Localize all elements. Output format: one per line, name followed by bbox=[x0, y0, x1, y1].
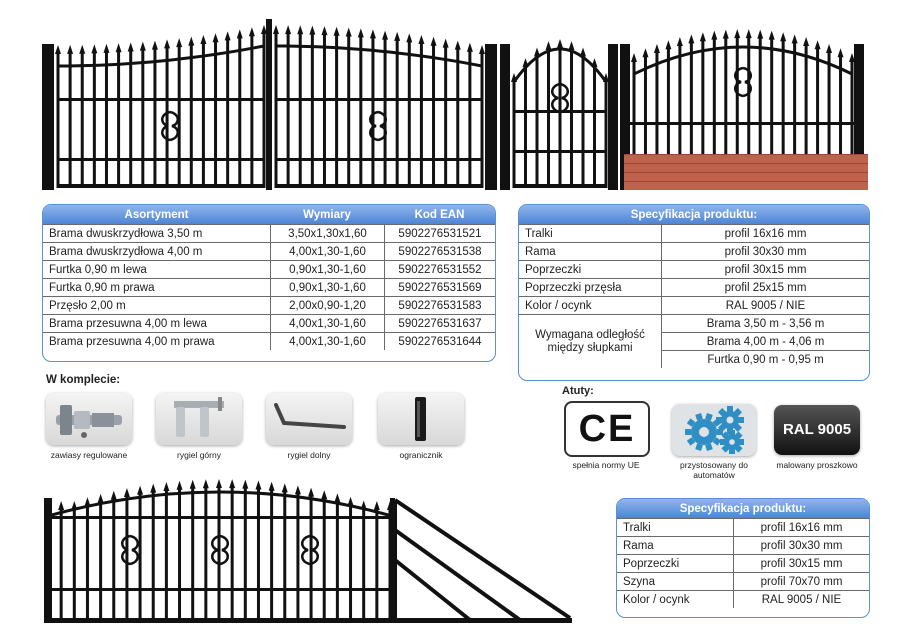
header-dimensions: Wymiary bbox=[303, 208, 351, 221]
sliding-gate-illustration bbox=[40, 470, 580, 628]
spec-value: profil 30x30 mm bbox=[661, 242, 869, 260]
spec-label: Kolor / ocynk bbox=[519, 296, 661, 314]
spec-value: profil 16x16 mm bbox=[661, 224, 869, 242]
cell-ean: 5902276531583 bbox=[384, 296, 495, 314]
ral-badge-icon: RAL 9005 bbox=[774, 405, 860, 455]
table-row bbox=[617, 518, 869, 536]
cell-ean: 5902276531644 bbox=[384, 332, 495, 350]
table-row bbox=[43, 314, 495, 332]
spec-value: profil 30x15 mm bbox=[661, 260, 869, 278]
kit-label-stop: ogranicznik bbox=[399, 450, 443, 460]
cell-dimensions: 0,90x1,30-1,60 bbox=[270, 278, 384, 296]
cell-assortment: Furtka 0,90 m lewa bbox=[43, 260, 270, 278]
table-row bbox=[519, 314, 869, 332]
spec-table-sliding bbox=[616, 498, 870, 618]
spec-label: Tralki bbox=[617, 518, 733, 536]
assortment-table bbox=[42, 204, 496, 362]
table-row bbox=[43, 260, 495, 278]
spec-label: Rama bbox=[617, 536, 733, 554]
table-row bbox=[519, 260, 869, 278]
lower-bolt-icon bbox=[266, 393, 352, 445]
header-ean: Kod EAN bbox=[414, 208, 465, 221]
kit-label-hinge: zawiasy regulowane bbox=[50, 450, 128, 460]
kit-label-upper-bolt: rygiel górny bbox=[177, 450, 221, 460]
cell-ean: 5902276531552 bbox=[384, 260, 495, 278]
cell-ean: 5902276531637 bbox=[384, 314, 495, 332]
kit-title: W komplecie: bbox=[46, 374, 121, 386]
header-assortment: Asortyment bbox=[124, 208, 189, 221]
advantage-label-automation: przystosowany do automatów bbox=[679, 460, 749, 480]
gate-stop-icon bbox=[378, 393, 464, 445]
table-row bbox=[43, 278, 495, 296]
cell-dimensions: 0,90x1,30-1,60 bbox=[270, 260, 384, 278]
advantage-label-ce: spełnia normy UE bbox=[572, 460, 640, 470]
spec-value: profil 16x16 mm bbox=[733, 518, 869, 536]
cell-dimensions: 4,00x1,30-1,60 bbox=[270, 332, 384, 350]
upper-bolt-icon bbox=[156, 393, 242, 445]
table-row bbox=[43, 296, 495, 314]
spec-value: profil 25x15 mm bbox=[661, 278, 869, 296]
spec-value: profil 30x30 mm bbox=[733, 536, 869, 554]
distance-value: Brama 3,50 m - 3,56 m bbox=[661, 314, 869, 332]
cell-assortment: Brama przesuwna 4,00 m lewa bbox=[43, 314, 270, 332]
spec-value: RAL 9005 / NIE bbox=[733, 590, 869, 608]
kit-label-lower-bolt: rygiel dolny bbox=[287, 450, 331, 460]
cell-dimensions: 4,00x1,30-1,60 bbox=[270, 314, 384, 332]
advantage-label-powder: malowany proszkowo bbox=[776, 460, 858, 470]
table-row bbox=[617, 536, 869, 554]
table-row bbox=[617, 572, 869, 590]
distance-value: Furtka 0,90 m - 0,95 m bbox=[661, 350, 869, 368]
spec-value: profil 30x15 mm bbox=[733, 554, 869, 572]
fence-panel-illustration bbox=[616, 10, 870, 192]
table-row bbox=[43, 332, 495, 350]
cell-assortment: Furtka 0,90 m prawa bbox=[43, 278, 270, 296]
cell-assortment: Przęsło 2,00 m bbox=[43, 296, 270, 314]
cell-assortment: Brama przesuwna 4,00 m prawa bbox=[43, 332, 270, 350]
spec-label: Kolor / ocynk bbox=[617, 590, 733, 608]
spec-table-title: Specyfikacja produktu: bbox=[630, 208, 758, 221]
spec-label: Poprzeczki bbox=[617, 554, 733, 572]
cell-assortment: Brama dwuskrzydłowa 3,50 m bbox=[43, 224, 270, 242]
cell-dimensions: 2,00x0,90-1,20 bbox=[270, 296, 384, 314]
table-row bbox=[519, 242, 869, 260]
spec-label: Poprzeczki przęsła bbox=[519, 278, 661, 296]
assortment-table-header bbox=[43, 205, 495, 224]
table-row bbox=[519, 224, 869, 242]
adjustable-hinge-icon bbox=[46, 393, 132, 445]
spec-value: RAL 9005 / NIE bbox=[661, 296, 869, 314]
distance-label: Wymagana odległość między słupkami bbox=[519, 314, 661, 368]
spec-table-2-title: Specyfikacja produktu: bbox=[679, 502, 807, 515]
table-row bbox=[43, 224, 495, 242]
gears-icon bbox=[672, 404, 756, 456]
distance-value: Brama 4,00 m - 4,06 m bbox=[661, 332, 869, 350]
ce-mark-icon: CE bbox=[564, 401, 650, 457]
spec-label: Rama bbox=[519, 242, 661, 260]
spec-label: Szyna bbox=[617, 572, 733, 590]
table-row bbox=[519, 296, 869, 314]
cell-assortment: Brama dwuskrzydłowa 4,00 m bbox=[43, 242, 270, 260]
table-row bbox=[43, 242, 495, 260]
double-gate-illustration bbox=[40, 14, 500, 192]
spec-table-gates bbox=[518, 204, 870, 381]
wicket-gate-illustration bbox=[498, 10, 620, 192]
spec-label: Poprzeczki bbox=[519, 260, 661, 278]
table-row bbox=[617, 554, 869, 572]
spec-value: profil 70x70 mm bbox=[733, 572, 869, 590]
advantages-title: Atuty: bbox=[562, 385, 594, 397]
spec-label: Tralki bbox=[519, 224, 661, 242]
cell-ean: 5902276531521 bbox=[384, 224, 495, 242]
cell-dimensions: 4,00x1,30-1,60 bbox=[270, 242, 384, 260]
table-row bbox=[617, 590, 869, 608]
table-row bbox=[519, 278, 869, 296]
cell-ean: 5902276531569 bbox=[384, 278, 495, 296]
cell-dimensions: 3,50x1,30x1,60 bbox=[270, 224, 384, 242]
cell-ean: 5902276531538 bbox=[384, 242, 495, 260]
